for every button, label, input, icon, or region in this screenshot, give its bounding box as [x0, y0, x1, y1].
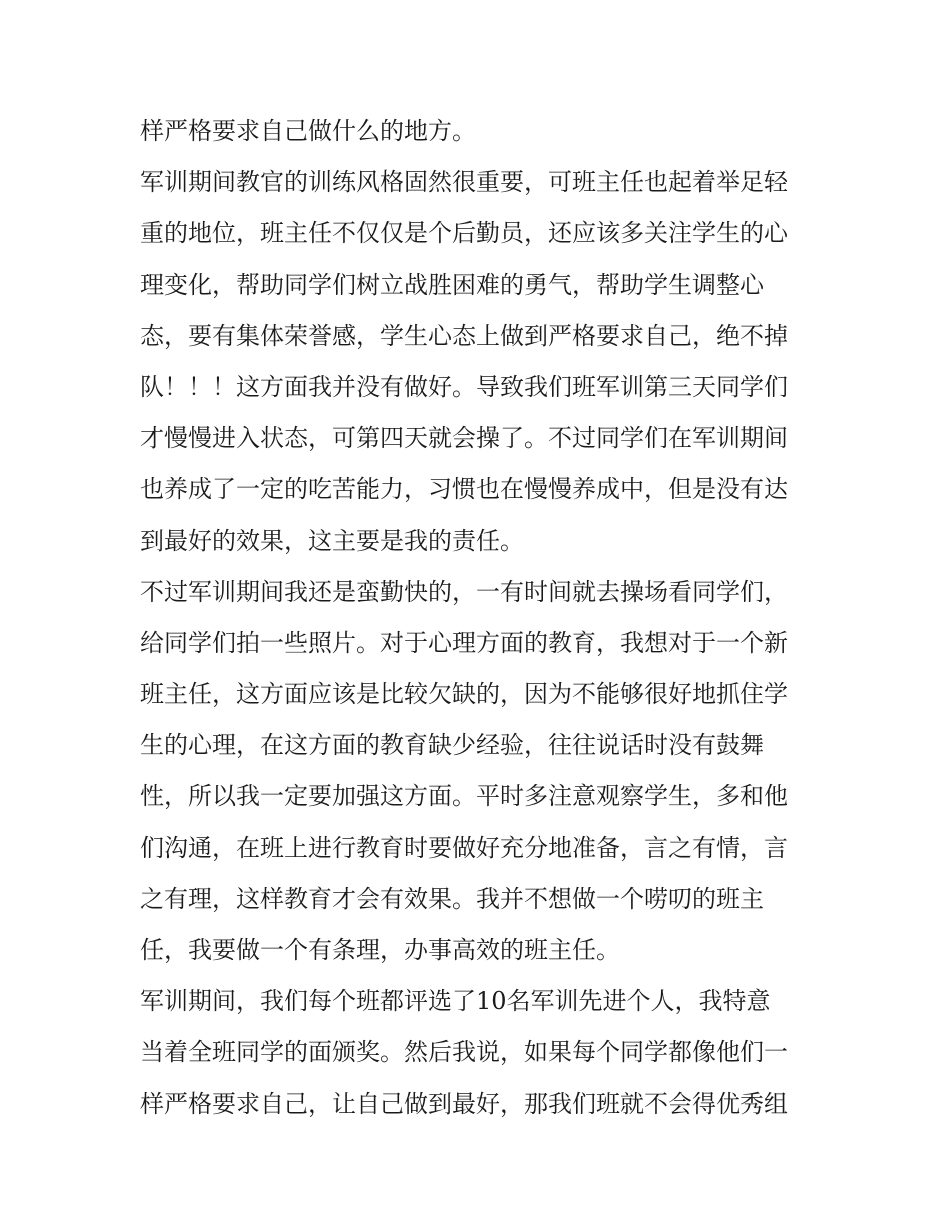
- document-body: [140, 106, 820, 1130]
- text-line: 态，要有集体荣誉感，学生心态上做到严格要求自己，绝不掉: [140, 321, 788, 350]
- text-line: 重的地位，班主任不仅仅是个后勤员，还应该多关注学生的心: [140, 219, 788, 248]
- text-line: 给同学们拍一些照片。对于心理方面的教育，我想对于一个新: [140, 628, 788, 657]
- text-line: 性，所以我一定要加强这方面。平时多注意观察学生，多和他: [140, 782, 788, 811]
- text-line: 军训期间教官的训练风格固然很重要，可班主任也起着举足轻: [140, 168, 788, 197]
- text-line: 班主任，这方面应该是比较欠缺的，因为不能够很好地抓住学: [140, 680, 788, 709]
- text-line: 生的心理，在这方面的教育缺少经验，往往说话时没有鼓舞: [140, 731, 764, 760]
- text-line: 理变化，帮助同学们树立战胜困难的勇气，帮助学生调整心: [140, 270, 764, 299]
- text-line: 到最好的效果，这主要是我的责任。: [140, 526, 524, 555]
- text-line: 军训期间，我们每个班都评选了10名军训先进个人，我特意: [140, 987, 771, 1016]
- text-line: 样严格要求自己做什么的地方。: [140, 117, 476, 145]
- text-line: 不过军训期间我还是蛮勤快的，一有时间就去操场看同学们，: [140, 577, 788, 606]
- text-line: 样严格要求自己，让自己做到最好，那我们班就不会得优秀组: [140, 1089, 788, 1118]
- text-line: 之有理，这样教育才会有效果。我并不想做一个唠叨的班主: [140, 884, 764, 913]
- text-line: 们沟通，在班上进行教育时要做好充分地准备，言之有情，言: [140, 833, 788, 862]
- text-line: 队！！！这方面我并没有做好。导致我们班军训第三天同学们: [140, 372, 788, 401]
- text-line: 才慢慢进入状态，可第四天就会操了。不过同学们在军训期间: [140, 424, 788, 453]
- text-line: 任，我要做一个有条理，办事高效的班主任。: [140, 936, 620, 964]
- text-line: 当着全班同学的面颁奖。然后我说，如果每个同学都像他们一: [140, 1038, 788, 1067]
- text-line: 也养成了一定的吃苦能力，习惯也在慢慢养成中，但是没有达: [140, 475, 788, 504]
